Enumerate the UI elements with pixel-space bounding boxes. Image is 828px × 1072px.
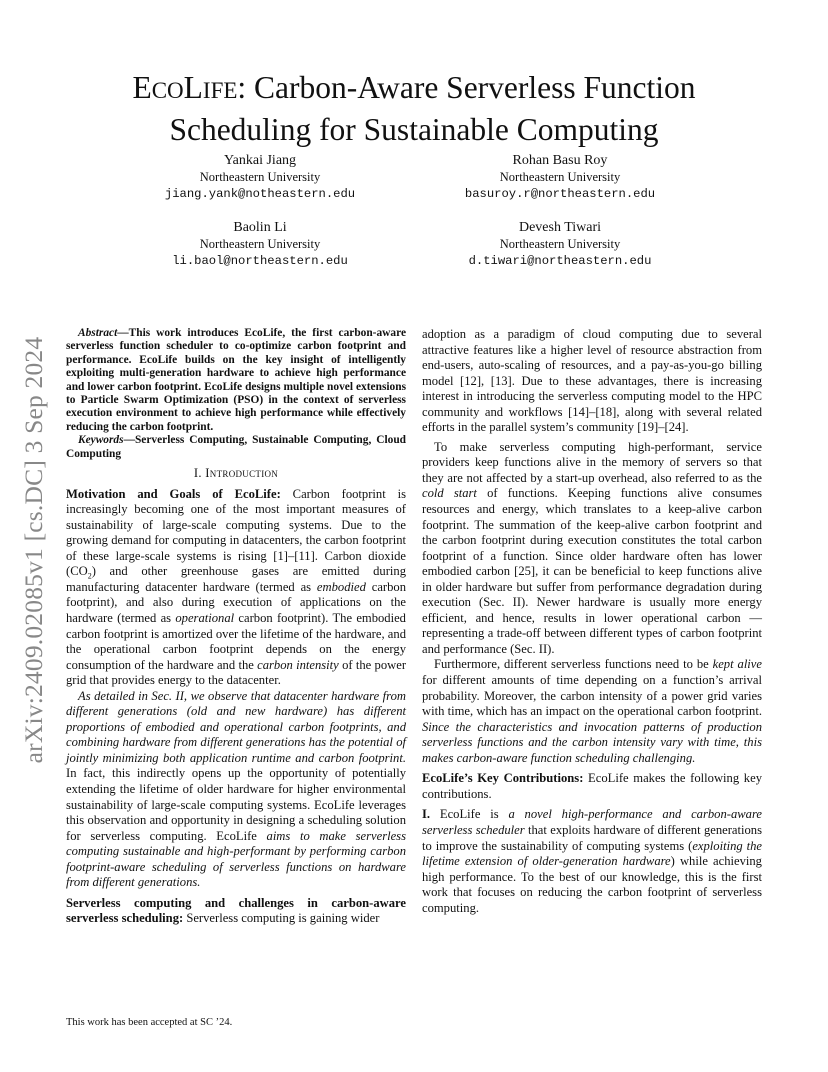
paragraph-heading: Serverless computing and challenges in carbon-aware serverless scheduling: [66,895,406,926]
keywords-text: —Serverless Computing, Sustainable Computing, Cloud Computing [66,434,406,460]
paragraph: adoption as a paradigm of cloud computing due to several attractive features like a higher level of resource abstraction from end-users, auto-scaling of resources, and a pay-as-you-go billing model [12], [13]. Due to these advantages, there is increasing interest in introducing the serverless computing model to the HPC community and workflows [14]–[18], along with several related efforts in the parallel system’s community [19]–[24]. [422,327,762,435]
emphasis: embodied [316,579,366,594]
emphasis: cold start [422,486,477,501]
text: Carbon footprint is increasingly becoming one of the most important measures of sustainability of large-scale computing systems. Due to the growing demand for computing in datacenters, the carbon footprint of these large-scale systems is rising [1]–[11]. Carbon dioxide (CO [66,486,406,579]
emphasis: aims to make serverless computing sustainable and high-performant by performing carbon footprint-aware scheduling of serverless functions on hardware from different generations. [66,828,406,890]
author-email[interactable]: basuroy.r@northeastern.edu [464,187,656,201]
author-name: Rohan Basu Roy [512,153,608,168]
emphasis: Since the characteristics and invocation patterns of production serverless functions and the carbon intensity vary with time, this makes carbon-aware function scheduling challenging. [422,719,762,765]
text: carbon footprint). The embodied carbon footprint is amortized over the lifetime of the hardware, and the operational carbon footprint depends on the energy consumption of the hardware and the [66,610,406,672]
title-co: CO [151,78,184,103]
author-email[interactable]: d.tiwari@northeastern.edu [468,254,652,268]
text: In fact, this indirectly opens up the opportunity of potentially extending the lifetime of older hardware for higher environmental sustainability of large-scale computing systems. EcoLife leverages this observation and opportunity in designing a scheduling solution for serverless computing. EcoLife [66,766,406,843]
title-line2: Scheduling for Sustainable Computing [169,112,659,147]
author-name: Yankai Jiang [223,153,297,168]
text: of functions. Keeping functions alive consumes resources and energy, which translates to a keep-alive carbon footprint. The summation of the keep-alive carbon footprint and the carbon footprint during execution constitutes the total carbon footprint of a function. Since older hardware often has lower embodied carbon [25], it can be beneficial to keep functions alive in older hardware but suffer from performance degradation during execution (Sec. II). Newer hardware is usually more energy efficient, and hence, results in lower operational carbon — representing a trade-off between different types of carbon footprint and performance (Sec. II). [422,486,762,656]
text: To make serverless computing high-performant, service providers keep functions alive in the memory of servers so that they are not affected by a start-up overhead, also referred to as the [422,439,762,485]
emphasis: a novel high-performance and carbon-aware serverless scheduler [422,807,762,837]
paragraph-heading: I. [422,807,431,822]
emphasis: exploiting the lifetime extension of older-generation hardware [422,838,762,869]
paragraph [422,657,762,766]
author-affiliation: Northeastern University [199,170,321,184]
author-email[interactable]: jiang.yank@notheastern.edu [164,187,356,201]
author-block [410,152,710,203]
paragraph [66,896,406,927]
paragraph [422,440,762,658]
abstract-text: —This work introduces EcoLife, the first carbon-aware serverless function scheduler to co-optimize carbon footprint and performance. EcoLife builds on the key insight of intelligently exploiting multi-generation hardware to achieve high performance and lower carbon footprint. EcoLife designs multiple novel extensions to Particle Swarm Optimization (PSO) in the context of serverless execution environment to achieve high performance while effectively reducing the carbon footprint. [66,327,406,433]
emphasis: kept alive [712,657,762,672]
emphasis: As detailed in Sec. II, we observe that datacenter hardware from different generations (old and new hardware) has different proportions of embodied and operational carbon footprints, and combining hardware from different generations has the potential of jointly minimizing both application runtime and carbon footprint. [66,688,406,765]
arxiv-identifier: arXiv:2409.02085v1 [cs.DC] 3 Sep 2024 [19,336,48,764]
author-name: Devesh Tiwari [518,220,602,235]
paragraph [66,487,406,689]
footnote: This work has been accepted at SC ’24. [66,1017,233,1028]
text: ) while achieving high performance. To the best of our knowledge, this is the first work that focuses on reducing the carbon footprint of serverless computing. [422,854,762,915]
text: ) and other greenhouse gases are emitted during manufacturing datacenter hardware (termed as [66,564,406,594]
paragraph [422,771,762,802]
text: Serverless computing is gaining wider [183,911,380,926]
author-block [110,152,410,203]
keywords [66,434,406,461]
paper-title [60,68,768,149]
text: Furthermore, different serverless functions need to be [434,657,713,672]
paragraph [422,807,762,916]
text: EcoLife makes the following key contributions. [422,771,762,801]
author-affiliation: Northeastern University [499,170,621,184]
right-column [422,327,762,916]
text: carbon footprint), and also during execution of applications on the hardware (termed as [66,579,407,625]
author-name: Baolin Li [233,220,287,235]
title-ife: IFE [202,78,238,103]
author-email[interactable]: li.baol@northeastern.edu [172,254,348,268]
author-block [410,219,710,270]
keywords-label: Keywords [78,434,124,447]
emphasis: operational [175,610,235,625]
author-block [110,219,410,270]
paragraph [66,689,406,891]
author-affiliation: Northeastern University [499,237,621,251]
text: that exploits hardware of different generations to improve the sustainability of computing systems ( [422,822,762,853]
abstract-label: Abstract [78,327,118,339]
paragraph-heading: Motivation and Goals of EcoLife: [66,486,281,501]
paragraph-heading: EcoLife’s Key Contributions: [422,771,584,786]
title-line1-rest: : Carbon-Aware Serverless Function [237,70,696,105]
text: EcoLife is [430,807,509,822]
title-l: L [183,70,203,105]
title-e: E [132,70,152,105]
author-affiliation: Northeastern University [199,237,321,251]
left-column [66,327,406,927]
text: of the power grid that provides energy to the datacenter. [66,657,407,688]
text: for different amounts of time depending on a function’s arrival probability. Moreover, the carbon intensity of a power grid varies with time, which has an impact on the operational carbon footprint. [422,673,762,719]
section-heading: I. Introduction [193,466,279,481]
subscript: 2 [87,571,92,581]
emphasis: carbon intensity [257,657,339,672]
abstract [66,327,406,434]
